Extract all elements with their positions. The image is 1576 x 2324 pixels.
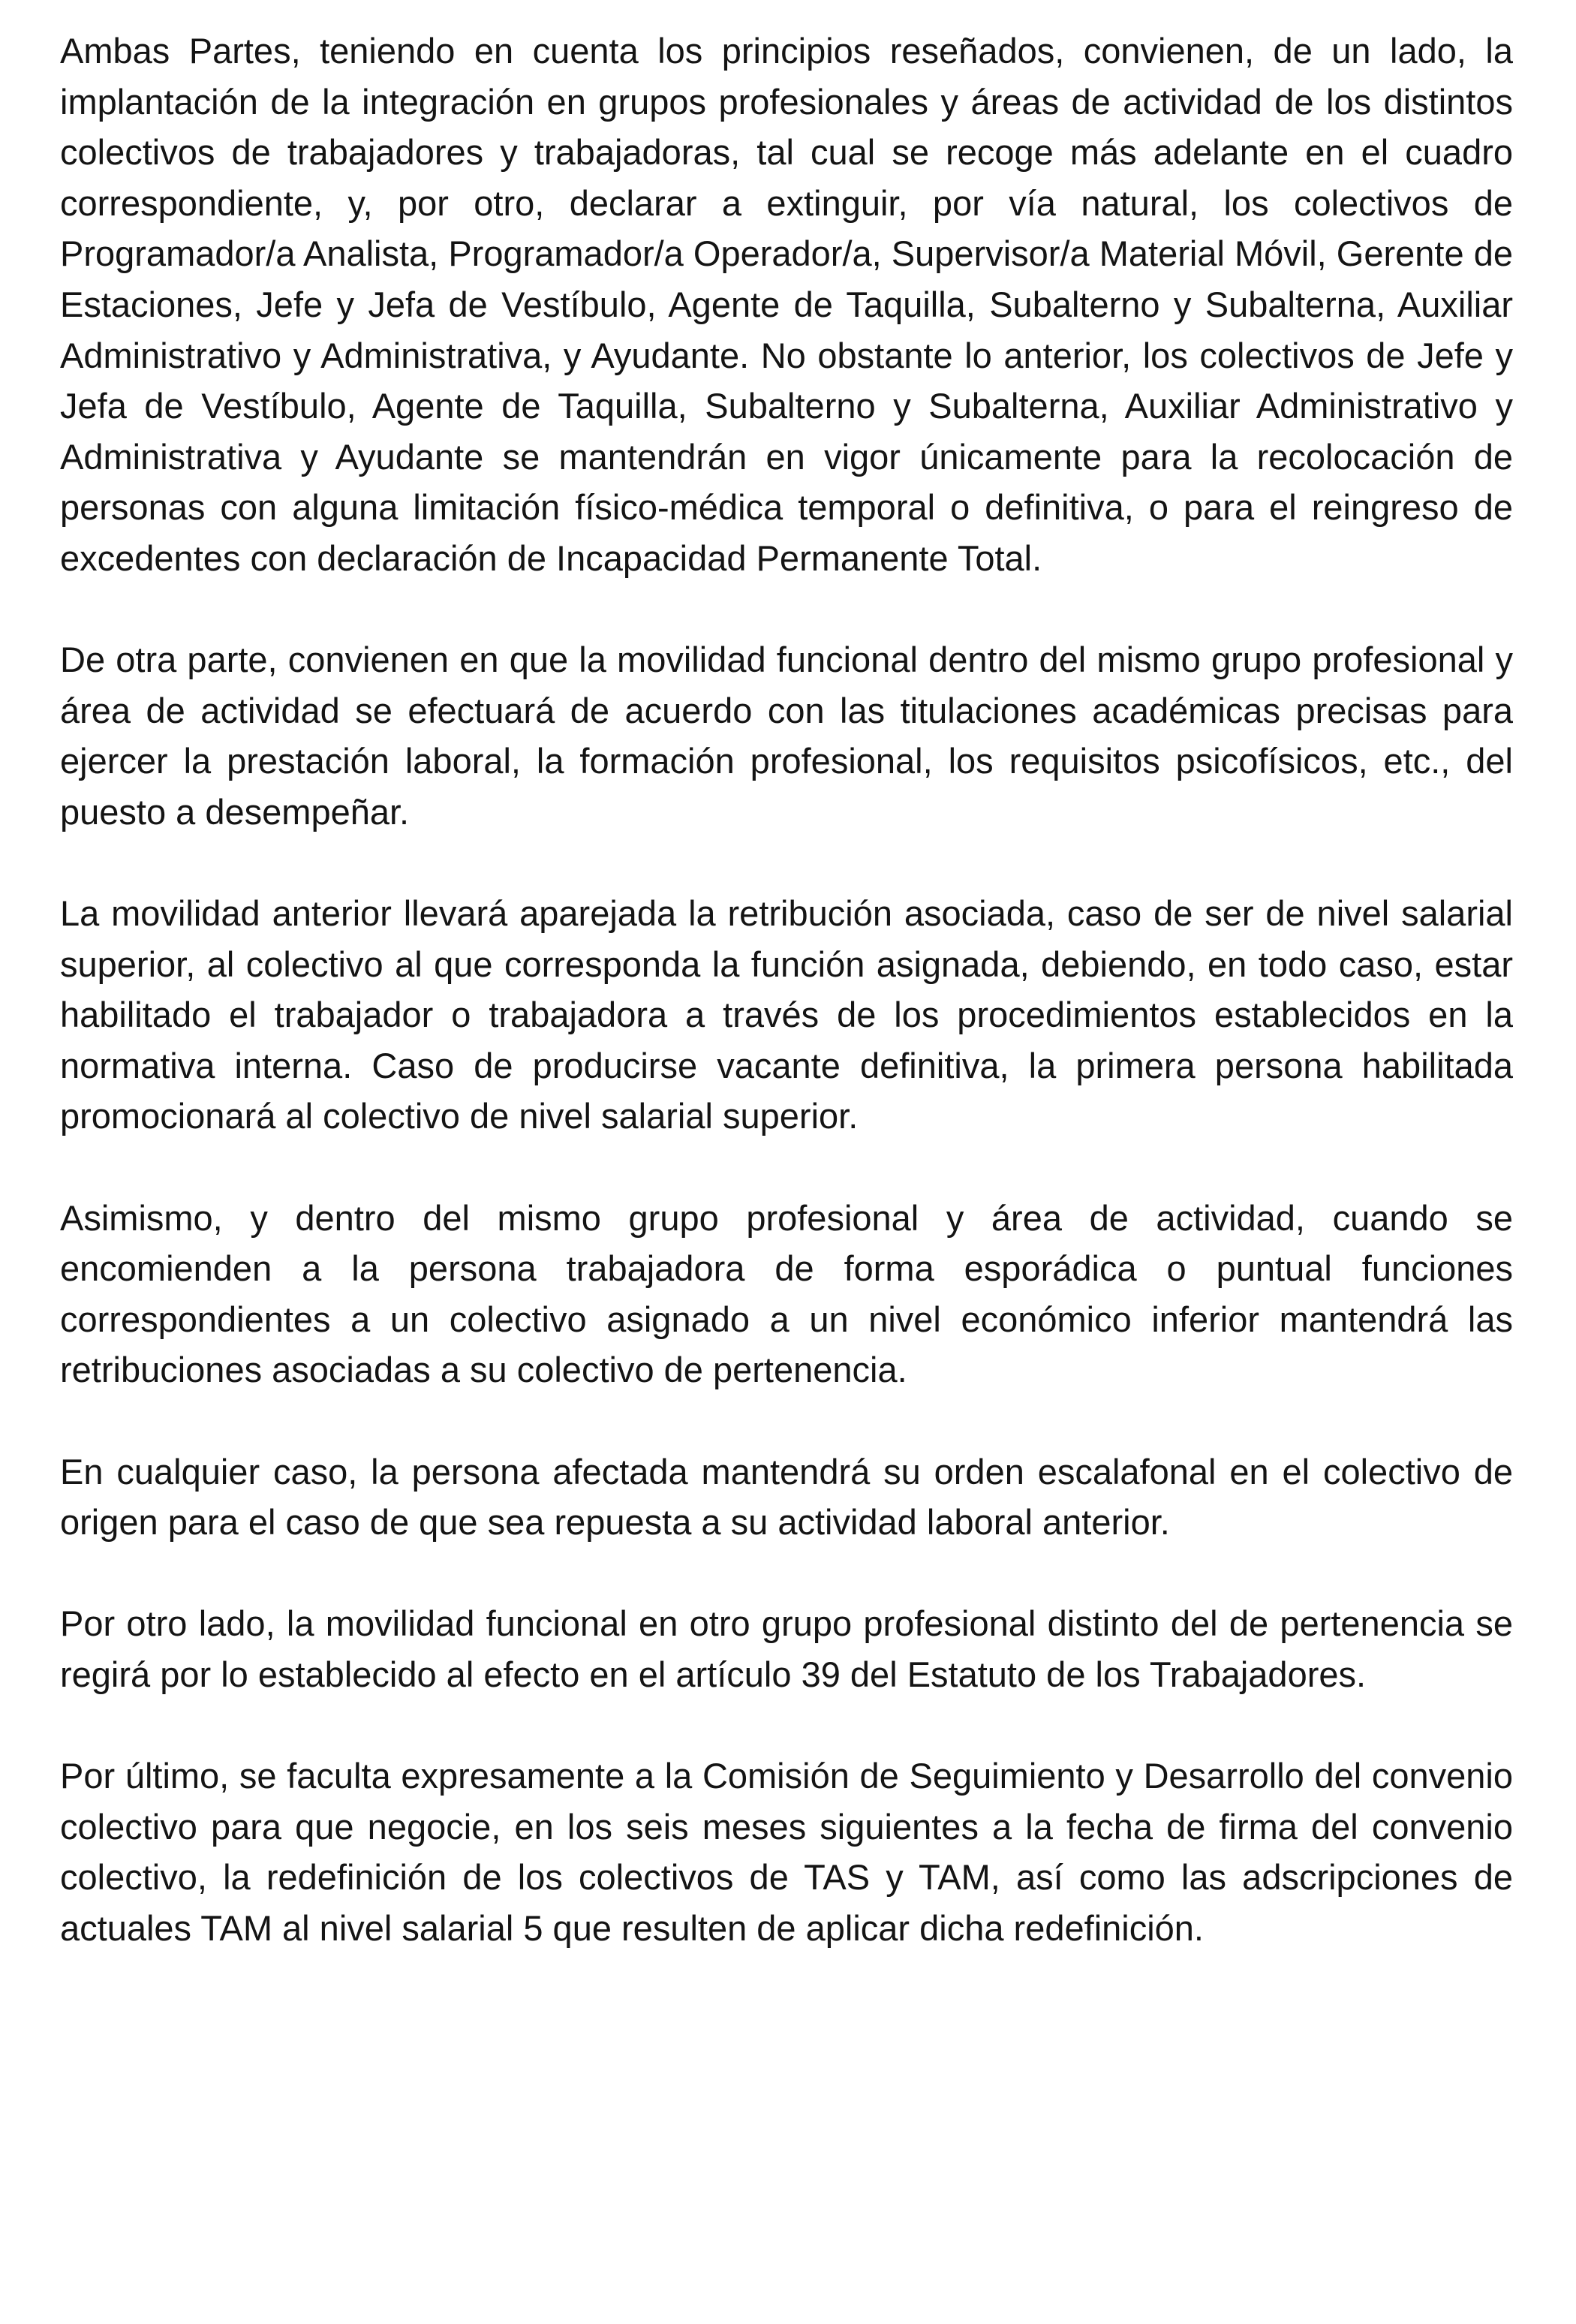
paragraph-functional-mobility: De otra parte, convienen en que la movilidad funcional dentro del mismo grupo profesional y área de actividad se efectuará de acuerdo con las titulaciones académicas precisas para ejercer la prestación laboral, la formación profesional, los requisitos psicofísicos, etc., del puesto a desempeñar. bbox=[60, 640, 1513, 832]
paragraph-seniority-order: En cualquier caso, la persona afectada mantendrá su orden escalafonal en el colectivo de origen para el caso de que sea repuesta a su actividad laboral anterior. bbox=[60, 1451, 1513, 1543]
paragraph-commission-mandate: Por último, se faculta expresamente a la Comisión de Seguimiento y Desarrollo del convenio colectivo para que negocie, en los seis meses siguientes a la fecha de firma del convenio colectivo, la redefinición de los colectivos de TAS y TAM, así como las adscripciones de actuales TAM al nivel salarial 5 que resulten de aplicar dicha redefinición. bbox=[60, 1756, 1513, 1948]
paragraph-lower-level-functions: Asimismo, y dentro del mismo grupo profesional y área de actividad, cuando se encomienden a la persona trabajadora de forma esporádica o puntual funciones correspondientes a un colectivo asignado a un nivel económico inferior mantendrá las retribuciones asociadas a su colectivo de pertenencia. bbox=[60, 1197, 1513, 1390]
document-page bbox=[60, 26, 1513, 1954]
paragraph-integration-groups: Ambas Partes, teniendo en cuenta los principios reseñados, convienen, de un lado, la implantación de la integración en grupos profesionales y áreas de actividad de los distintos colectivos de trabajadores y trabajadoras, tal cual se recoge más adelante en el cuadro correspondiente, y, por otro, declarar a extinguir, por vía natural, los colectivos de Programador/a Analista, Programador/a Operador/a, Supervisor/a Material Móvil, Gerente de Estaciones, Jefe y Jefa de Vestíbulo, Agente de Taquilla, Subalterno y Subalterna, Auxiliar Administrativo y Administrativa, y Ayudante. No obstante lo anterior, los colectivos de Jefe y Jefa de Vestíbulo, Agente de Taquilla, Subalterno y Subalterna, Auxiliar Administrativo y Administrativa y Ayudante se mantendrán en vigor únicamente para la recolocación de personas con alguna limitación físico-médica temporal o definitiva, o para el reingreso de excedentes con declaración de Incapacidad Permanente Total. bbox=[60, 31, 1513, 578]
paragraph-other-group-mobility: Por otro lado, la movilidad funcional en otro grupo profesional distinto del de pertenencia se regirá por lo establecido al efecto en el artículo 39 del Estatuto de los Trabajadores. bbox=[60, 1603, 1513, 1694]
paragraph-mobility-remuneration: La movilidad anterior llevará aparejada la retribución asociada, caso de ser de nivel salarial superior, al colectivo al que corresponda la función asignada, debiendo, en todo caso, estar habilitado el trabajador o trabajadora a través de los procedimientos establecidos en la normativa interna. Caso de producirse vacante definitiva, la primera persona habilitada promocionará al colectivo de nivel salarial superior. bbox=[60, 893, 1513, 1136]
